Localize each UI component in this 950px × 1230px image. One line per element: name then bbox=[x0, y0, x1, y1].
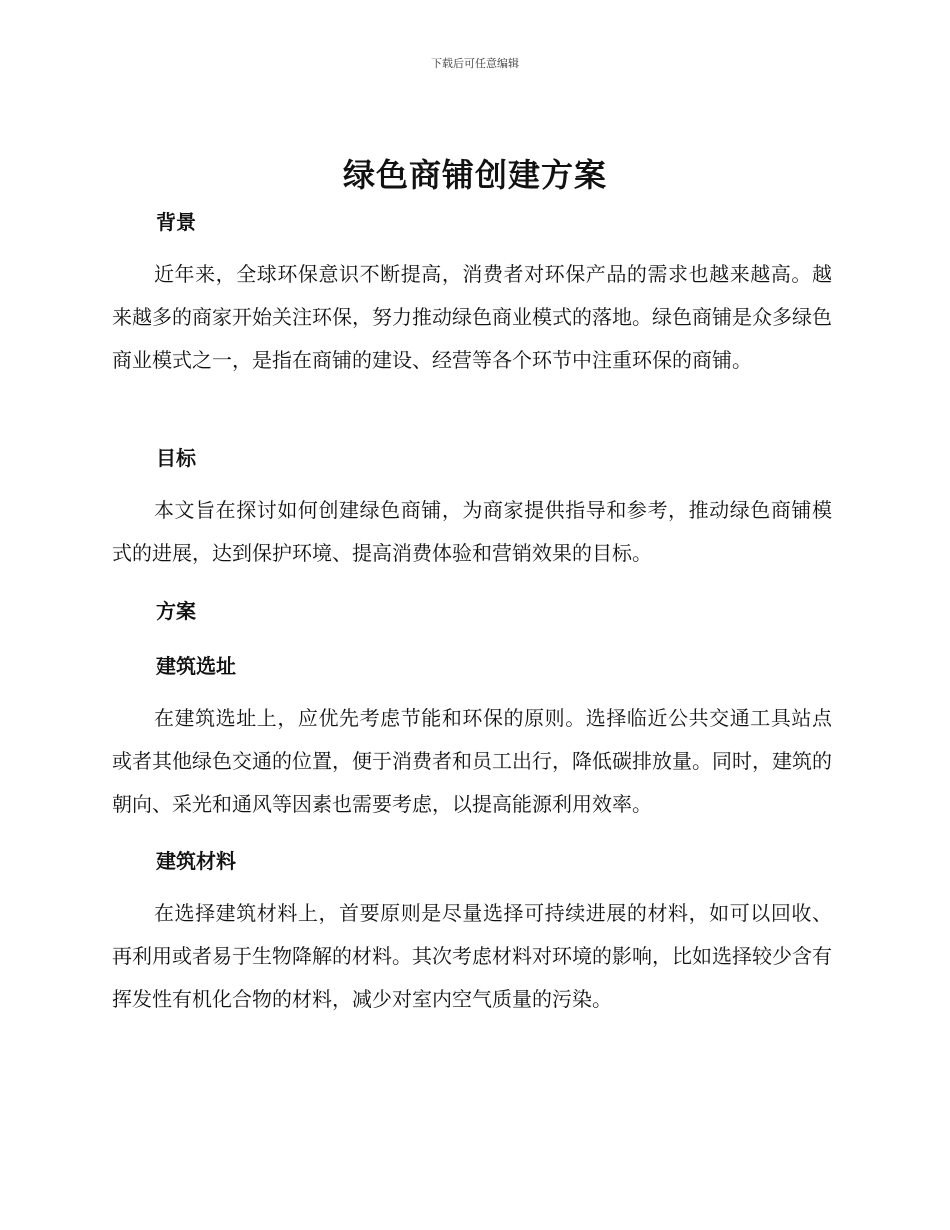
page-header-note: 下载后可任意编辑 bbox=[431, 57, 519, 70]
paragraph-background: 近年来，全球环保意识不断提高，消费者对环保产品的需求也越来越高。越来越多的商家开始关注环保，努力推动绿色商业模式的落地。绿色商铺是众多绿色商业模式之一，是指在商铺的建设、经营等各个环节中注重环保的商铺。 bbox=[112, 262, 832, 372]
heading-goal: 目标 bbox=[156, 446, 196, 470]
heading-materials: 建筑材料 bbox=[156, 849, 236, 873]
paragraph-site-selection: 在建筑选址上，应优先考虑节能和环保的原则。选择临近公共交通工具站点或者其他绿色交通的位置，便于消费者和员工出行，降低碳排放量。同时，建筑的朝向、采光和通风等因素也需要考虑，以提高能源利用效率。 bbox=[112, 706, 832, 816]
document-title: 绿色商铺创建方案 bbox=[342, 156, 607, 194]
heading-background: 背景 bbox=[156, 210, 196, 234]
heading-plan: 方案 bbox=[156, 599, 196, 623]
heading-site-selection: 建筑选址 bbox=[156, 654, 236, 678]
paragraph-materials: 在选择建筑材料上，首要原则是尽量选择可持续进展的材料，如可以回收、再利用或者易于生物降解的材料。其次考虑材料对环境的影响，比如选择较少含有挥发性有机化合物的材料，减少对室内空气质量的污染。 bbox=[112, 901, 832, 1011]
paragraph-goal: 本文旨在探讨如何创建绿色商铺，为商家提供指导和参考，推动绿色商铺模式的进展，达到保护环境、提高消费体验和营销效果的目标。 bbox=[112, 498, 832, 565]
